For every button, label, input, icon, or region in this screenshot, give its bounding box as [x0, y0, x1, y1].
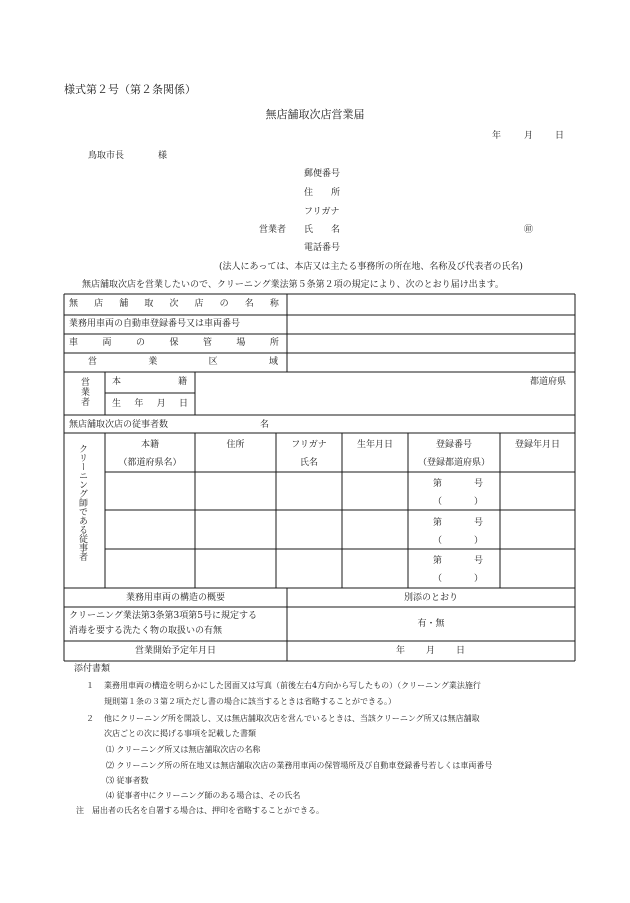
birth-char: 年	[134, 399, 144, 409]
vehicle-number-label: 業務用車両の自動車登録番号又は車両番号	[69, 319, 241, 329]
store-name-label	[69, 298, 279, 310]
date-month-label: 月	[524, 131, 534, 141]
attachment-1-line1: 業務用車両の構造を明らかにした図面又は写真（前後左右4方向から写したもの）（クリーニング業法施行	[104, 681, 481, 690]
attachment-2-line2: 次店ごとの次に掲げる事項を記載した書類	[104, 729, 256, 738]
cleaning-staff-side-label: クリーニング師である従事者	[77, 444, 87, 561]
reg-paren-close: ）	[474, 536, 484, 546]
attachment-sub-2: ⑵ クリーニング所の所在地又は無店舗取次店の業務用車両の保管場所及び自動車登録番号若しくは車両番号	[106, 761, 493, 770]
store-name-char: 舗	[119, 299, 129, 309]
postal-code-label: 郵便番号	[304, 169, 341, 179]
col-name: 氏名	[299, 458, 318, 468]
attachment-2-line1: 他にクリーニング所を開設し、又は無店舗取次店を営んでいるときは、当該クリーニング所又は無店舗取	[104, 714, 480, 723]
reg-paren-open: （	[433, 536, 443, 546]
addressee-suffix: 様	[158, 151, 168, 161]
storage-char: 保	[169, 338, 179, 348]
store-name-char: の	[219, 299, 229, 309]
col-registration-sub: （登録都道府県）	[417, 458, 490, 468]
attachment-sub-1: ⑴ クリーニング所又は無店舗取次店の名称	[106, 745, 261, 754]
store-name-char: 称	[269, 299, 279, 309]
reg-go: 号	[474, 556, 484, 566]
storage-char: 車	[69, 338, 79, 348]
attachment-2-number: ２	[86, 714, 94, 723]
start-year-label: 年	[396, 646, 406, 656]
col-birthdate: 生年月日	[356, 440, 393, 450]
vehicle-structure-value: 別添のとおり	[403, 593, 458, 603]
store-name-char: 無	[69, 299, 79, 309]
form-number: 様式第２号（第２条関係）	[64, 83, 196, 96]
name-label-a: 氏	[304, 225, 314, 235]
vehicle-storage-label	[69, 337, 279, 349]
storage-char: 所	[269, 338, 279, 348]
store-name-char: 取	[144, 299, 154, 309]
reg-dai: 第	[433, 556, 443, 566]
area-char: 営	[88, 357, 98, 367]
honseki-label-a: 本	[112, 377, 122, 387]
start-date-label: 営業開始予定年月日	[134, 646, 216, 656]
attachments-heading: 添付書類	[74, 664, 111, 674]
col-registration-date: 登録年月日	[514, 440, 560, 450]
reg-paren-close: ）	[474, 574, 484, 584]
footnote: 注 届出者の氏名を自署する場合は、押印を省略することができる。	[76, 806, 324, 815]
intro-statement: 無店舗取次店を営業したいので、クリーニング業法第５条第２項の規定により、次のとおり届け出ます。	[82, 280, 504, 290]
store-name-char: 店	[194, 299, 204, 309]
name-label-b: 名	[331, 225, 341, 235]
attachment-1-number: １	[86, 681, 94, 690]
reg-dai: 第	[433, 518, 443, 528]
attachment-sub-4: ⑷ 従事者中にクリーニング師のある場合は、その氏名	[106, 791, 301, 800]
col-honseki: 本籍	[140, 440, 159, 450]
reg-paren-close: ）	[474, 497, 484, 507]
prefecture-suffix: 都道府県	[530, 377, 567, 387]
disinfect-label-line1: クリーニング業法第3条第3項第5号に規定する	[69, 611, 257, 621]
storage-char: の	[135, 338, 145, 348]
start-month-label: 月	[426, 646, 436, 656]
reg-dai: 第	[433, 479, 443, 489]
corporation-note: (法人にあっては、本店又は主たる事務所の所在地、名称及び代表者の氏名)	[219, 262, 523, 272]
disinfect-value: 有・無	[417, 619, 445, 629]
area-char: 業	[148, 357, 158, 367]
disinfect-label-line2: 消毒を要する洗たく物の取扱いの有無	[69, 626, 223, 636]
operator-role-label: 営業者	[259, 225, 287, 235]
honseki-label-b: 籍	[178, 377, 188, 387]
addressee: 鳥取市長	[88, 151, 125, 161]
store-name-char: 店	[94, 299, 104, 309]
area-char: 域	[268, 357, 278, 367]
address-label-a: 住	[304, 188, 314, 198]
seal-mark: ㊞	[524, 225, 534, 235]
storage-char: 場	[236, 338, 246, 348]
phone-label: 電話番号	[304, 243, 341, 253]
col-address: 住所	[226, 440, 245, 450]
birth-char: 生	[112, 399, 122, 409]
store-name-char: 名	[244, 299, 254, 309]
date-year-label: 年	[492, 131, 502, 141]
col-honseki-sub: （都道府県名）	[118, 458, 182, 468]
col-registration-number: 登録番号	[435, 440, 472, 450]
reg-go: 号	[474, 479, 484, 489]
address-label-b: 所	[331, 188, 341, 198]
storage-char: 管	[202, 338, 212, 348]
business-area-label	[88, 356, 278, 368]
start-day-label: 日	[456, 646, 466, 656]
operator-side-label: 営業者	[79, 377, 89, 407]
area-char: 区	[208, 357, 218, 367]
reg-paren-open: （	[433, 574, 443, 584]
birth-char: 日	[178, 399, 188, 409]
reg-go: 号	[474, 518, 484, 528]
reg-paren-open: （	[433, 497, 443, 507]
attachment-1-line2: 規則第１条の３第２項ただし書の場合に該当するときは省略することができる。）	[104, 697, 396, 706]
date-day-label: 日	[555, 131, 565, 141]
staff-count-label: 無店舗取次店の従事者数	[69, 420, 169, 430]
storage-char: 両	[102, 338, 112, 348]
staff-count-unit: 名	[260, 420, 270, 430]
vehicle-structure-label: 業務用車両の構造の概要	[125, 593, 225, 603]
attachment-sub-3: ⑶ 従事者数	[106, 776, 149, 785]
col-furigana: フリガナ	[291, 440, 327, 450]
document-title: 無店舗取次店営業届	[265, 108, 365, 121]
furigana-label: フリガナ	[304, 207, 340, 217]
birthdate-label	[112, 398, 188, 410]
store-name-char: 次	[169, 299, 179, 309]
birth-char: 月	[156, 399, 166, 409]
